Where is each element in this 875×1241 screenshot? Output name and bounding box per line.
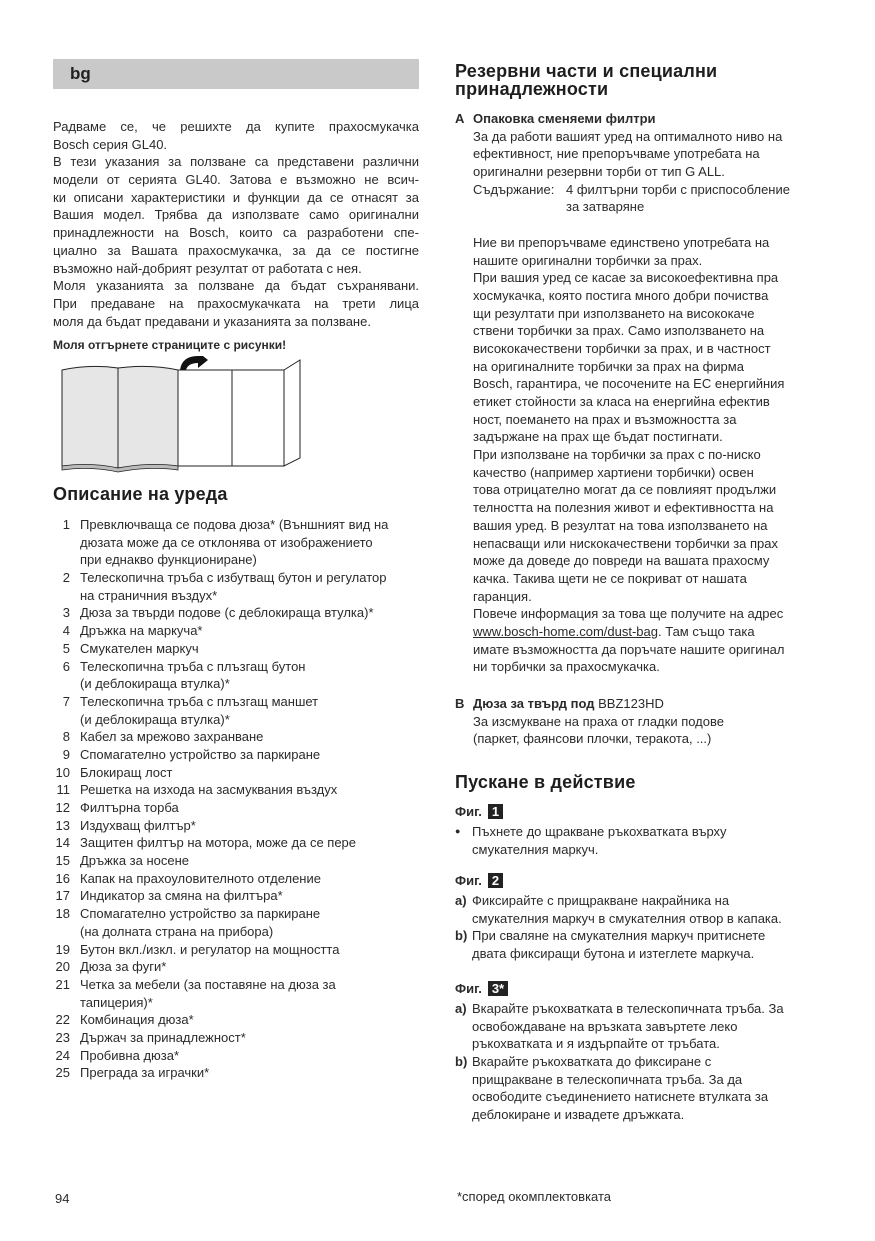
text-line: щи резултати при използването на висококаче xyxy=(473,305,755,321)
parts-list-item xyxy=(53,640,419,658)
parts-list-item xyxy=(53,1047,419,1065)
parts-list xyxy=(53,516,419,1082)
text-line: (и деблокираща втулка)* xyxy=(80,711,230,727)
text-line: Ние ви препоръчваме единствено употребата на xyxy=(473,234,770,250)
text-line: телността на полезния живот и ефективността на xyxy=(473,500,774,516)
parts-list-item xyxy=(53,799,419,817)
item-number: 18 xyxy=(55,906,70,922)
item-text xyxy=(80,728,263,746)
text-line: Дръжка за носене xyxy=(80,853,190,869)
item-text xyxy=(80,1047,179,1065)
section-a-body-end xyxy=(473,641,825,676)
text-line: Кабел за мрежово захранване xyxy=(80,729,264,745)
parts-list-item xyxy=(53,976,419,1011)
spare-parts-title-line-1: Резервни части и специални xyxy=(455,61,718,81)
text-line: оригинални резервни торби от тип G ALL. xyxy=(473,164,725,180)
step-text xyxy=(472,1000,784,1053)
text-line: Фиксирайте с прищракване накрайника на xyxy=(472,893,730,908)
text-line: Пъхнете до щракване ръкохватката върху xyxy=(472,824,727,839)
parts-list-item xyxy=(53,764,419,782)
spare-parts-title xyxy=(455,62,717,98)
item-text xyxy=(80,870,321,888)
text-line: Телескопична тръба с избутващ бутон и регулатор xyxy=(80,570,387,586)
bullet-icon: ● xyxy=(455,826,461,836)
text-line: Bosch серия GL40. xyxy=(53,136,168,152)
item-text xyxy=(80,658,305,693)
item-number: 9 xyxy=(62,746,70,762)
text-line: ност, поемането на прах и възможността за xyxy=(473,411,737,427)
fig-1-bullet-item xyxy=(455,823,825,858)
text-line: Смукателен маркуч xyxy=(80,640,199,656)
text-line: Индикатор за смяна на филтъра* xyxy=(80,888,283,904)
link-line-rest: . Там също така xyxy=(657,623,755,639)
page-number: 94 xyxy=(55,1191,70,1206)
text-line: висококачествени торбички за прах, и в частност xyxy=(473,340,771,356)
language-code: bg xyxy=(70,64,91,83)
item-number: 5 xyxy=(62,640,70,656)
fig-2-badge: 2 xyxy=(488,873,503,888)
section-b-body xyxy=(473,713,825,748)
text-line: качество (например хартиени торбички) освен xyxy=(473,464,754,480)
step-label: b) xyxy=(455,928,468,944)
item-text xyxy=(80,905,320,940)
item-text xyxy=(80,781,337,799)
parts-list-item xyxy=(53,1011,419,1029)
text-line: При използване на торбички за прах с по-ниско xyxy=(473,447,761,463)
contents-label: Съдържание: xyxy=(473,181,555,197)
parts-list-item xyxy=(53,870,419,888)
parts-list-item xyxy=(53,887,419,905)
text-line: ръкохватката и я издърпайте от тръбата. xyxy=(472,1036,720,1052)
link-line xyxy=(473,623,825,641)
parts-list-item xyxy=(53,1064,419,1082)
item-number: 24 xyxy=(55,1047,70,1063)
item-number: 6 xyxy=(62,658,70,674)
text-line: За да работи вашият уред на оптималното ниво на xyxy=(473,128,783,144)
intro-text xyxy=(53,118,419,330)
text-line: Моля указанията за ползване да бъдат съхранявани. xyxy=(53,278,419,294)
fig-label: Фиг. xyxy=(455,804,482,819)
text-line: принадлежности на Bosch, които са разработени спе- xyxy=(53,225,419,241)
text-line: (на долната страна на прибора) xyxy=(80,923,274,939)
parts-list-item xyxy=(53,941,419,959)
item-text xyxy=(80,834,356,852)
text-line: при еднакво функциониране) xyxy=(80,552,257,568)
parts-list-item xyxy=(53,658,419,693)
text-line: смукателния маркуч. xyxy=(472,841,599,857)
intro-paragraph-3 xyxy=(53,277,419,330)
parts-list-item xyxy=(53,604,419,622)
item-number: 19 xyxy=(55,941,70,957)
text-line: За изсмукване на праха от гладки подове xyxy=(473,713,724,729)
text-line: Радваме се, че решихте да купите прахосмукачка xyxy=(53,119,419,134)
item-text xyxy=(80,640,199,658)
section-a-letter: A xyxy=(455,111,465,126)
text-line: Защитен филтър на мотора, може да се пере xyxy=(80,835,357,851)
parts-list-item xyxy=(53,817,419,835)
text-line: Преграда за играчки* xyxy=(80,1065,210,1081)
item-text xyxy=(80,852,189,870)
text-line: ни торбички за прахосмукачка. xyxy=(473,659,660,675)
text-line: моля да бъдат предавани и указанията за ползване. xyxy=(53,313,371,329)
text-line: Вашия модел. Трябва да използвате само оригинални xyxy=(53,207,419,223)
item-number: 8 xyxy=(62,729,70,745)
text-line: Bosch, гарантира, че посочените на ЕС енергийния xyxy=(473,376,785,392)
language-header-bar xyxy=(53,59,419,89)
text-line: Пробивна дюза* xyxy=(80,1047,180,1063)
description-title: Описание на уреда xyxy=(53,484,228,504)
text-line: качка. Такива щети не се покриват от нашата xyxy=(473,570,747,586)
contents-row xyxy=(473,181,825,216)
item-text xyxy=(80,746,320,764)
fig-2 xyxy=(455,870,830,963)
text-line: гаранция. xyxy=(473,588,532,604)
fig-3 xyxy=(455,978,830,1124)
text-line: Телескопична тръба с плъзгащ маншет xyxy=(80,693,319,709)
step-text xyxy=(472,927,765,962)
text-line: Комбинация дюза* xyxy=(80,1012,194,1028)
text-line: смукателния маркуч в смукателния отвор в капака. xyxy=(472,910,782,926)
fig-3-badge: 3* xyxy=(488,981,508,996)
item-text xyxy=(80,622,202,640)
dust-bag-link[interactable]: www.bosch-home.com/dust-bag xyxy=(473,623,658,639)
item-text xyxy=(80,958,166,976)
step-label: b) xyxy=(455,1054,468,1070)
section-a-title: Опаковка сменяеми филтри xyxy=(473,111,656,126)
item-text xyxy=(80,887,283,905)
intro-paragraph-2 xyxy=(53,153,419,277)
parts-list-item xyxy=(53,728,419,746)
text-line: модели от серията GL40. Затова е възможно не всич- xyxy=(53,172,419,188)
text-line: освобождаване на връзката завъртете леко xyxy=(472,1018,738,1034)
text-line: Спомагателно устройство за паркиране xyxy=(80,906,321,922)
text-line: Държач за принадлежност* xyxy=(80,1029,246,1045)
footnote: *според окомплектовката xyxy=(457,1189,612,1204)
text-line: (и деблокираща втулка)* xyxy=(80,676,230,692)
text-line: прищракване в телескопичната тръба. За да xyxy=(472,1071,743,1087)
item-text xyxy=(80,976,336,1011)
text-line: Повече информация за това ще получите на адрес xyxy=(473,606,784,622)
item-number: 12 xyxy=(55,800,70,815)
step-text xyxy=(472,892,782,927)
item-number: 23 xyxy=(55,1029,70,1045)
fig-2-step-b xyxy=(455,927,830,962)
item-text xyxy=(80,764,172,782)
text-line: циално за Вашата прахосмукачка, за да се постигне xyxy=(53,242,419,258)
section-b-title: Дюза за твърд под xyxy=(473,696,595,711)
parts-list-item xyxy=(53,1029,419,1047)
item-number: 14 xyxy=(55,835,70,851)
item-number: 1 xyxy=(62,517,70,532)
text-line: ствени торбички за прах. Само използването на xyxy=(473,323,765,339)
parts-list-item xyxy=(53,781,419,799)
section-a-body xyxy=(473,234,825,623)
text-line: ки описани характеристики и функции да се отнасят за xyxy=(53,189,419,205)
parts-list-item xyxy=(53,905,419,940)
text-line: Бутон вкл./изкл. и регулатор на мощността xyxy=(80,941,340,957)
item-text xyxy=(80,1011,194,1029)
section-b xyxy=(455,695,825,748)
fig-1-badge: 1 xyxy=(488,804,503,819)
text-line: Филтърна торба xyxy=(80,800,179,815)
item-text xyxy=(80,817,196,835)
text-line: хосмукачка, която постига много добри почиства xyxy=(473,287,769,303)
fig-1-label xyxy=(455,801,825,823)
text-line: на страничния въздух* xyxy=(80,587,218,603)
startup-title: Пускане в действие xyxy=(455,772,636,792)
text-line: двата фиксиращи бутона и изтеглете маркуча. xyxy=(472,946,755,962)
item-text xyxy=(80,516,388,569)
text-line: Вкарайте ръкохватката в телескопичната тръба. За xyxy=(472,1001,784,1016)
text-line: Капак на прахоуловителното отделение xyxy=(80,870,321,886)
item-text xyxy=(80,1029,246,1047)
contents-value xyxy=(566,181,790,216)
text-line: Блокиращ лост xyxy=(80,764,173,780)
intro-paragraph-1 xyxy=(53,118,419,153)
item-number: 25 xyxy=(55,1065,70,1081)
turn-pages-note: Моля отгърнете страниците с рисунки! xyxy=(53,338,287,352)
text-line: вашия уред. В резултат на това използването на xyxy=(473,517,768,533)
text-line: тапицерия)* xyxy=(80,994,153,1010)
text-line: Спомагателно устройство за паркиране xyxy=(80,746,321,762)
text-line: за затваряне xyxy=(566,199,645,215)
text-line: При сваляне на смукателния маркуч притиснете xyxy=(472,928,766,944)
section-a-heading xyxy=(455,110,825,128)
parts-list-item xyxy=(53,852,419,870)
section-b-letter: B xyxy=(455,696,465,711)
text-line: това отрицателно могат да се повлияят продължи xyxy=(473,482,777,498)
step-label: a) xyxy=(455,893,467,908)
section-b-heading xyxy=(455,695,825,713)
text-line: (паркет, фаянсови плочки, теракота, ...) xyxy=(473,731,712,747)
item-number: 7 xyxy=(62,693,70,709)
item-text xyxy=(80,799,179,817)
item-number: 13 xyxy=(55,817,70,833)
fig-1-text xyxy=(472,823,727,858)
parts-list-item xyxy=(53,834,419,852)
text-line: Вкарайте ръкохватката до фиксиране с xyxy=(472,1054,712,1070)
fig-2-label xyxy=(455,870,830,892)
text-line: имате възможността да поръчате нашите оригинал xyxy=(473,641,785,657)
turn-arrow-icon xyxy=(180,356,208,370)
item-number: 3 xyxy=(62,605,70,621)
item-number: 15 xyxy=(55,853,70,869)
spare-parts-title-line-2: принадлежности xyxy=(455,79,609,99)
parts-list-item xyxy=(53,622,419,640)
fig-label: Фиг. xyxy=(455,981,482,996)
item-text xyxy=(80,1064,209,1082)
text-line: нашите оригинални торбички за прах. xyxy=(473,252,703,268)
item-text xyxy=(80,604,374,622)
item-number: 10 xyxy=(55,764,70,780)
parts-list-item xyxy=(53,569,419,604)
item-number: 17 xyxy=(55,888,70,904)
fig-1 xyxy=(455,801,825,858)
fig-3-step-a xyxy=(455,1000,830,1053)
text-line: При вашия уред се касае за високоефективна пра xyxy=(473,270,779,286)
parts-list-item xyxy=(53,693,419,728)
item-text xyxy=(80,693,318,728)
item-number: 21 xyxy=(55,976,70,992)
fig-3-step-b xyxy=(455,1053,830,1124)
text-line: деблокиране и извадете дръжката. xyxy=(472,1107,685,1123)
text-line: Превключваща се подова дюза* (Външният вид на xyxy=(80,517,389,532)
step-text xyxy=(472,1053,768,1124)
parts-list-item xyxy=(53,746,419,764)
text-line: ефективност, ние препоръчваме употребата на xyxy=(473,146,760,162)
text-line: Решетка на изхода на засмуквания въздух xyxy=(80,782,338,798)
parts-list-item xyxy=(53,958,419,976)
item-number: 16 xyxy=(55,870,70,886)
fig-2-step-a xyxy=(455,892,830,927)
text-line: Четка за мебели (за поставяне на дюза за xyxy=(80,976,336,992)
text-line: В тези указания за ползване са представени различни xyxy=(53,154,419,170)
text-line: Телескопична тръба с плъзгащ бутон xyxy=(80,658,306,674)
text-line: Дюза за фуги* xyxy=(80,959,167,975)
step-label: a) xyxy=(455,1001,467,1016)
text-line: дюзата може да се отклонява от изображението xyxy=(80,534,373,550)
text-line: възможно най-добрият резултат от работата с нея. xyxy=(53,260,362,276)
section-a xyxy=(455,110,825,676)
item-text xyxy=(80,941,339,959)
text-line: Дюза за твърди подове (с деблокираща втулка)* xyxy=(80,605,374,621)
item-number: 20 xyxy=(55,959,70,975)
text-line: на оригиналните торбички за прах на фирма xyxy=(473,358,744,374)
text-line: Дръжка на маркуча* xyxy=(80,623,203,639)
section-a-intro xyxy=(473,128,825,181)
item-number: 2 xyxy=(62,570,70,586)
text-line: 4 филтърни торби с приспособление xyxy=(566,181,790,197)
fig-3-label xyxy=(455,978,830,1000)
fold-out-pages-illustration xyxy=(60,356,305,478)
text-line: етикет стойности за класа на енергийна ефектив xyxy=(473,394,770,409)
item-number: 11 xyxy=(56,782,70,798)
fig-label: Фиг. xyxy=(455,873,482,888)
text-line: освободите съединението натиснете втулката за xyxy=(472,1089,769,1105)
item-text xyxy=(80,569,386,604)
section-b-model: BBZ123HD xyxy=(598,696,664,711)
text-line: може да доведе до повреди на вашата прахосму xyxy=(473,553,770,569)
item-number: 4 xyxy=(62,623,70,639)
text-line: задържане на прах ще бъдат постигнати. xyxy=(473,429,723,445)
text-line: Издухващ филтър* xyxy=(80,817,196,833)
parts-list-item xyxy=(53,516,419,569)
item-number: 22 xyxy=(55,1012,70,1028)
text-line: При предаване на прахосмукачката на трети лица xyxy=(53,295,419,311)
text-line: непасващи или нискокачествени торбички за прах xyxy=(473,535,778,551)
